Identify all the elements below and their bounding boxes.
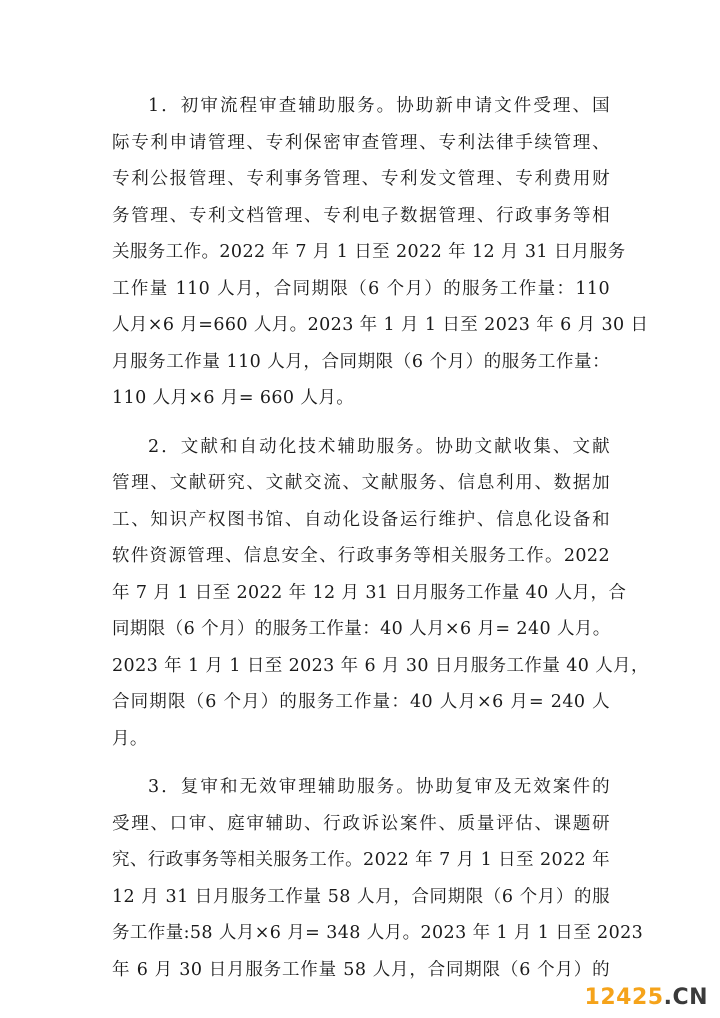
text-line: 工、知识产权图书馆、自动化设备运行维护、信息化设备和: [112, 509, 610, 530]
text-line: 年 7 月 1 日至 2022 年 12 月 31 日月服务工作量 40 人月，合: [112, 582, 627, 603]
text-line: 际专利申请管理、专利保密审查管理、专利法律手续管理、: [112, 132, 610, 153]
paragraph-2: [112, 429, 649, 758]
text-line: 工作量 110 人月，合同期限（6 个月）的服务工作量：110: [112, 278, 610, 299]
text-line: 软件资源管理、信息安全、行政事务等相关服务工作。2022: [112, 546, 610, 566]
text-line: 同期限（6 个月）的服务工作量：40 人月×6 月= 240 人月。: [112, 619, 611, 639]
text-line: 专利公报管理、专利事务管理、专利发文管理、专利费用财: [112, 169, 610, 189]
paragraph-1: [112, 88, 649, 417]
watermark-suffix: CN: [672, 985, 708, 1010]
text-line: 合同期限（6 个月）的服务工作量：40 人月×6 月= 240 人: [112, 692, 610, 712]
site-watermark-logo: [585, 985, 708, 1010]
text-line: 关服务工作。2022 年 7 月 1 日至 2022 年 12 月 31 日月服务: [112, 242, 626, 262]
text-line: 110 人月×6 月= 660 人月。: [112, 388, 355, 408]
text-line: 2023 年 1 月 1 日至 2023 年 6 月 30 日月服务工作量 40 人月，: [112, 655, 649, 676]
text-line: 受理、口审、庭审辅助、行政诉讼案件、质量评估、课题研: [112, 813, 610, 834]
paragraph-3: [112, 769, 644, 988]
text-line: 12 月 31 日月服务工作量 58 人月，合同期限（6 个月）的服: [112, 886, 610, 907]
text-line: 月。: [112, 728, 148, 749]
text-line: 2．文献和自动化技术辅助服务。协助文献收集、文献: [148, 436, 610, 457]
text-line: 管理、文献研究、文献交流、文献服务、信息利用、数据加: [112, 473, 610, 493]
text-line: 务管理、专利文档管理、专利电子数据管理、行政事务等相: [112, 205, 610, 226]
text-line: 1．初审流程审查辅助服务。协助新申请文件受理、国: [148, 96, 610, 116]
text-line: 务工作量:58 人月×6 月= 348 人月。2023 年 1 月 1 日至 2023: [112, 923, 644, 943]
text-line: 月服务工作量 110 人月，合同期限（6 个月）的服务工作量：: [112, 351, 610, 372]
document-body: [112, 88, 649, 1000]
text-line: 年 6 月 30 日月服务工作量 58 人月，合同期限（6 个月）的: [112, 959, 610, 980]
watermark-dot: .: [663, 985, 673, 1010]
text-line: 究、行政事务等相关服务工作。2022 年 7 月 1 日至 2022 年: [112, 850, 610, 870]
text-line: 人月×6 月=660 人月。2023 年 1 月 1 日至 2023 年 6 月 30 日: [112, 315, 649, 335]
watermark-number: 12425: [584, 985, 664, 1010]
text-line: 3．复审和无效审理辅助服务。协助复审及无效案件的: [148, 777, 610, 797]
